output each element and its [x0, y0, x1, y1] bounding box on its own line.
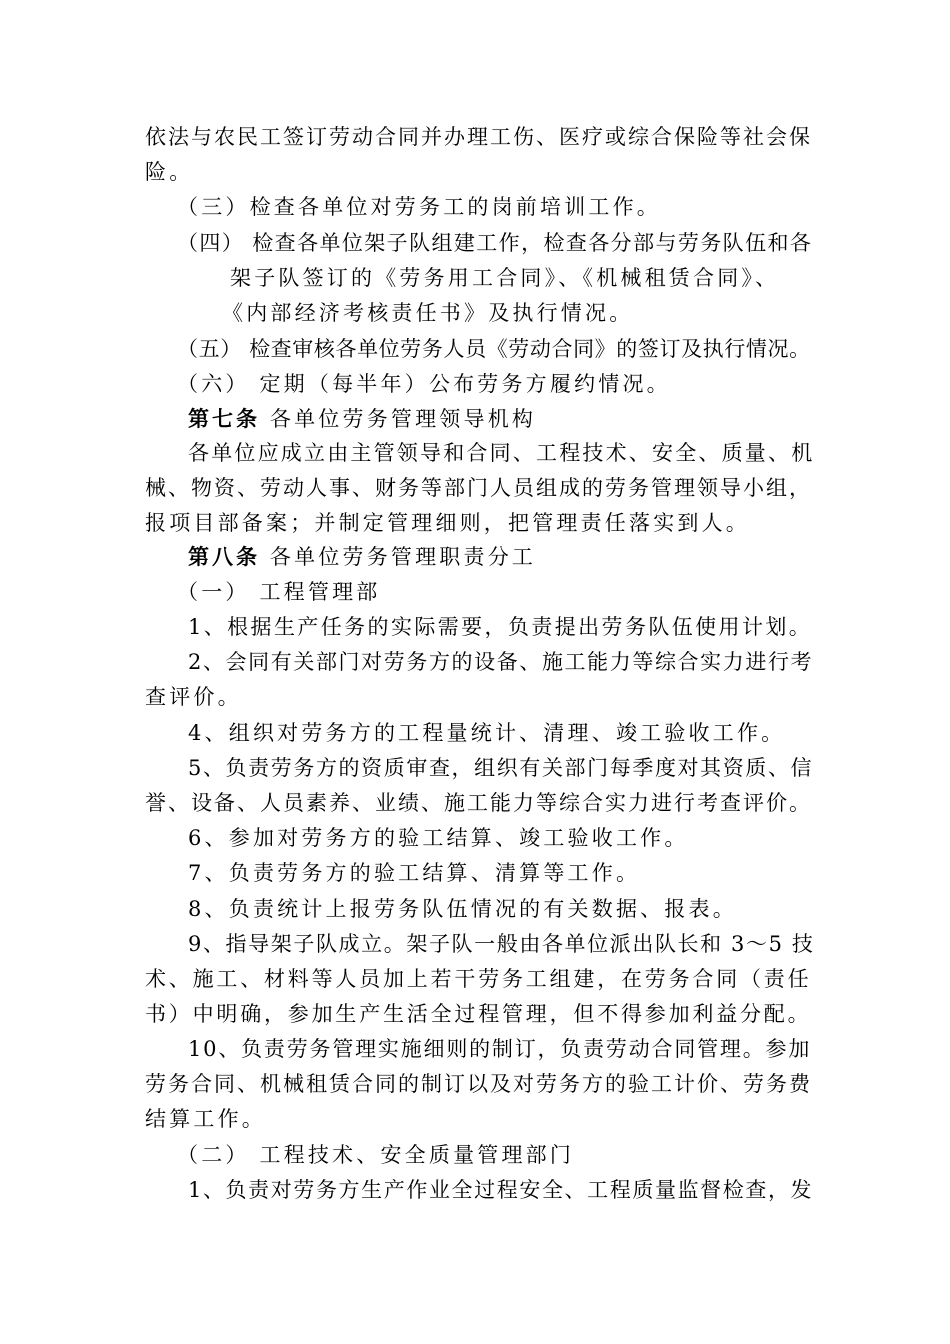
list-item: （五） 检查审核各单位劳务人员《劳动合同》的签订及执行情况。 — [177, 337, 811, 361]
list-item: 1、根据生产任务的实际需要，负责提出劳务队伍使用计划。 — [188, 615, 813, 639]
list-item: 2、会同有关部门对劳务方的设备、施工能力等综合实力进行考 — [188, 650, 814, 674]
section-heading: （一） 工程管理部 — [177, 580, 381, 604]
body-line: 依法与农民工签订劳动合同并办理工伤、医疗或综合保险等社会保 — [145, 125, 812, 149]
list-item-continued: 《内部经济考核责任书》及执行情况。 — [222, 301, 634, 325]
article-7-label: 第七条 — [188, 406, 260, 431]
body-line: 械、物资、劳动人事、财务等部门人员组成的劳务管理领导小组， — [145, 476, 812, 500]
list-item-continued: 书）中明确，参加生产生活全过程管理，但不得参加利益分配。 — [145, 1002, 812, 1026]
list-item-continued: 查评价。 — [145, 685, 242, 709]
list-item: 10、负责劳务管理实施细则的制订，负责劳动合同管理。参加 — [188, 1037, 812, 1061]
list-item: 5、负责劳务方的资质审查，组织有关部门每季度对其资质、信 — [188, 756, 814, 780]
article-8-title: 各单位劳务管理职责分工 — [269, 545, 537, 569]
body-line: 报项目部备案；并制定管理细则，把管理责任落实到人。 — [145, 511, 750, 535]
article-8-label: 第八条 — [188, 544, 260, 569]
list-item: （四） 检查各单位架子队组建工作，检查各分部与劳务队伍和各 — [177, 231, 813, 255]
body-line: 险。 — [145, 160, 194, 184]
body-line: 各单位应成立由主管领导和合同、工程技术、安全、质量、机 — [188, 441, 815, 465]
list-item-continued: 劳务合同、机械租赁合同的制订以及对劳务方的验工计价、劳务费 — [145, 1072, 812, 1096]
list-item: 8、负责统计上报劳务队伍情况的有关数据、报表。 — [188, 897, 737, 921]
list-item: （三）检查各单位对劳务工的岗前培训工作。 — [177, 195, 661, 219]
list-item-continued: 架子队签订的《劳务用工合同》、《机械租赁合同》、 — [230, 266, 780, 290]
article-8-heading — [188, 542, 536, 572]
list-item-continued: 结算工作。 — [145, 1107, 266, 1131]
list-item: 9、指导架子队成立。架子队一般由各单位派出队长和 3～5 技 — [188, 932, 815, 956]
list-item: 4、组织对劳务方的工程量统计、清理、竣工验收工作。 — [188, 721, 786, 745]
article-7-heading — [188, 404, 536, 434]
list-item: （六） 定期（每半年）公布劳务方履约情况。 — [177, 372, 671, 396]
list-item-continued: 誉、设备、人员素养、业绩、施工能力等综合实力进行考查评价。 — [145, 791, 812, 815]
list-item: 6、参加对劳务方的验工结算、竣工验收工作。 — [188, 826, 689, 850]
list-item: 7、负责劳务方的验工结算、清算等工作。 — [188, 861, 641, 885]
article-7-title: 各单位劳务管理领导机构 — [269, 407, 537, 431]
section-heading: （二） 工程技术、安全质量管理部门 — [177, 1143, 575, 1167]
list-item: 1、负责对劳务方生产作业全过程安全、工程质量监督检查，发 — [188, 1178, 814, 1202]
list-item-continued: 术、施工、材料等人员加上若干劳务工组建，在劳务合同（责任 — [145, 967, 812, 991]
